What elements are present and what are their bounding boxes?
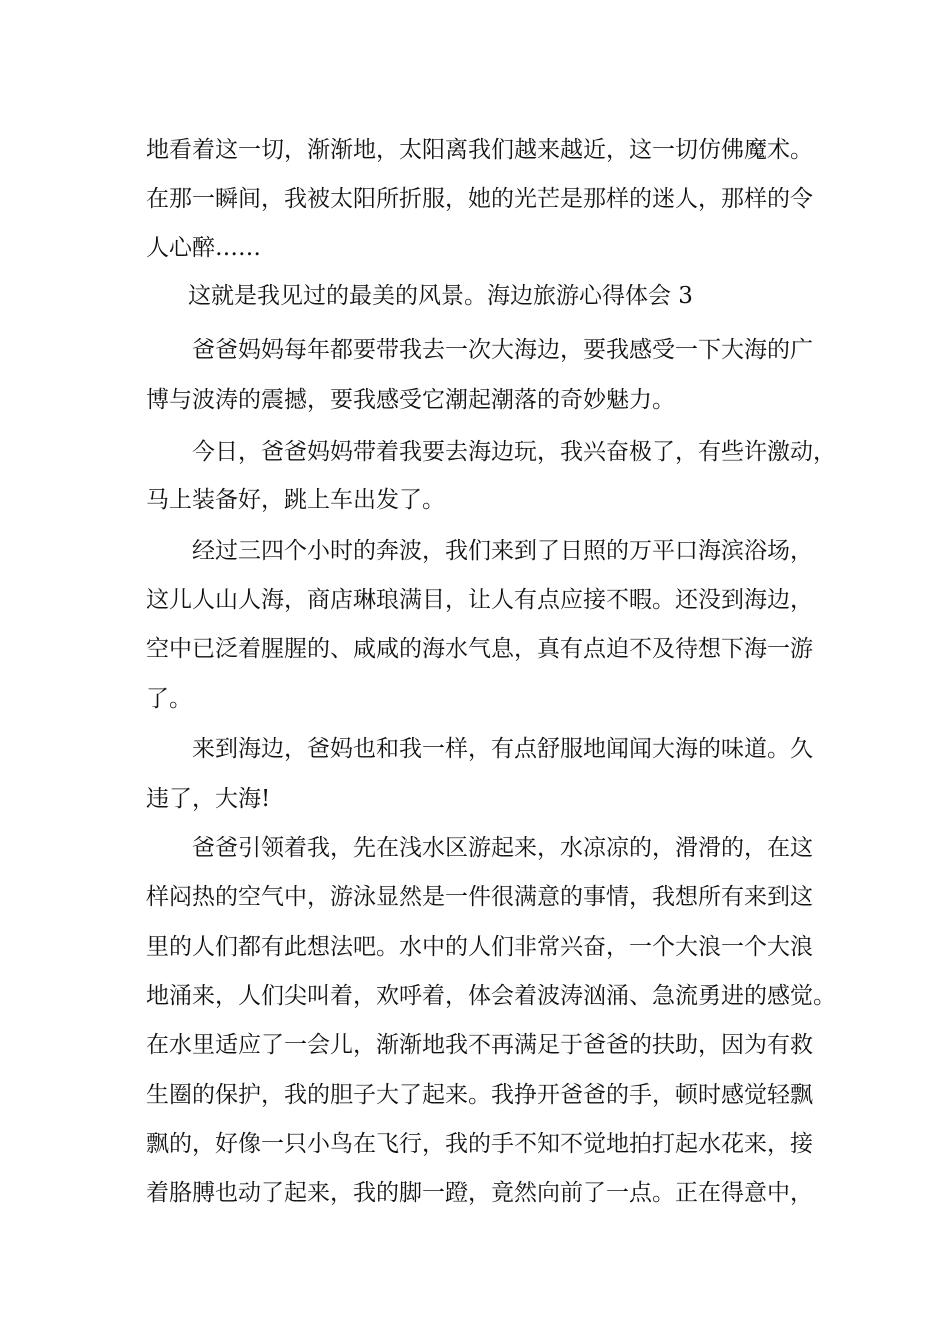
text-line: 样闷热的空气中，游泳显然是一件很满意的事情，我想所有来到这 bbox=[146, 884, 813, 910]
text-line: 飘的，好像一只小鸟在飞行，我的手不知不觉地拍打起水花来，接 bbox=[146, 1131, 813, 1157]
text-line: 违了，大海! bbox=[146, 786, 271, 812]
text-line: 这儿人山人海，商店琳琅满目，让人有点应接不暇。还没到海边， bbox=[146, 587, 813, 613]
text-line: 在水里适应了一会儿，渐渐地我不再满足于爸爸的扶助，因为有救 bbox=[146, 1032, 813, 1058]
text-line: 这就是我见过的最美的风景。海边旅游心得体会 3 bbox=[188, 283, 693, 309]
text-line: 地涌来，人们尖叫着，欢呼着，体会着波涛汹涌、急流勇进的感觉。 bbox=[146, 983, 836, 1009]
text-line: 马上装备好，跳上车出发了。 bbox=[146, 487, 445, 513]
text-line: 里的人们都有此想法吧。水中的人们非常兴奋，一个大浪一个大浪 bbox=[146, 934, 813, 960]
text-line: 经过三四个小时的奔波，我们来到了日照的万平口海滨浴场， bbox=[192, 538, 813, 564]
text-line: 在那一瞬间，我被太阳所折服，她的光芒是那样的迷人，那样的令 bbox=[146, 186, 813, 212]
text-line: 爸爸引领着我，先在浅水区游起来，水凉凉的，滑滑的，在这 bbox=[192, 835, 813, 861]
text-line: 着胳膊也动了起来，我的脚一蹬，竟然向前了一点。正在得意中， bbox=[146, 1180, 813, 1206]
text-line: 地看着这一切，渐渐地，太阳离我们越来越近，这一切仿佛魔术。 bbox=[146, 137, 813, 163]
text-line: 生圈的保护，我的胆子大了起来。我挣开爸爸的手，顿时感觉轻飘 bbox=[146, 1082, 813, 1108]
text-line: 博与波涛的震撼，要我感受它潮起潮落的奇妙魅力。 bbox=[146, 387, 675, 413]
text-line: 了。 bbox=[146, 686, 192, 712]
text-line: 爸爸妈妈每年都要带我去一次大海边，要我感受一下大海的广 bbox=[192, 337, 813, 363]
text-line: 来到海边，爸妈也和我一样，有点舒服地闻闻大海的味道。久 bbox=[192, 736, 813, 762]
text-line: 空中已泛着腥腥的、咸咸的海水气息，真有点迫不及待想下海一游 bbox=[146, 636, 813, 662]
text-line: 今日，爸爸妈妈带着我要去海边玩，我兴奋极了，有些许激动， bbox=[192, 439, 836, 465]
text-line: 人心醉…… bbox=[146, 235, 261, 261]
